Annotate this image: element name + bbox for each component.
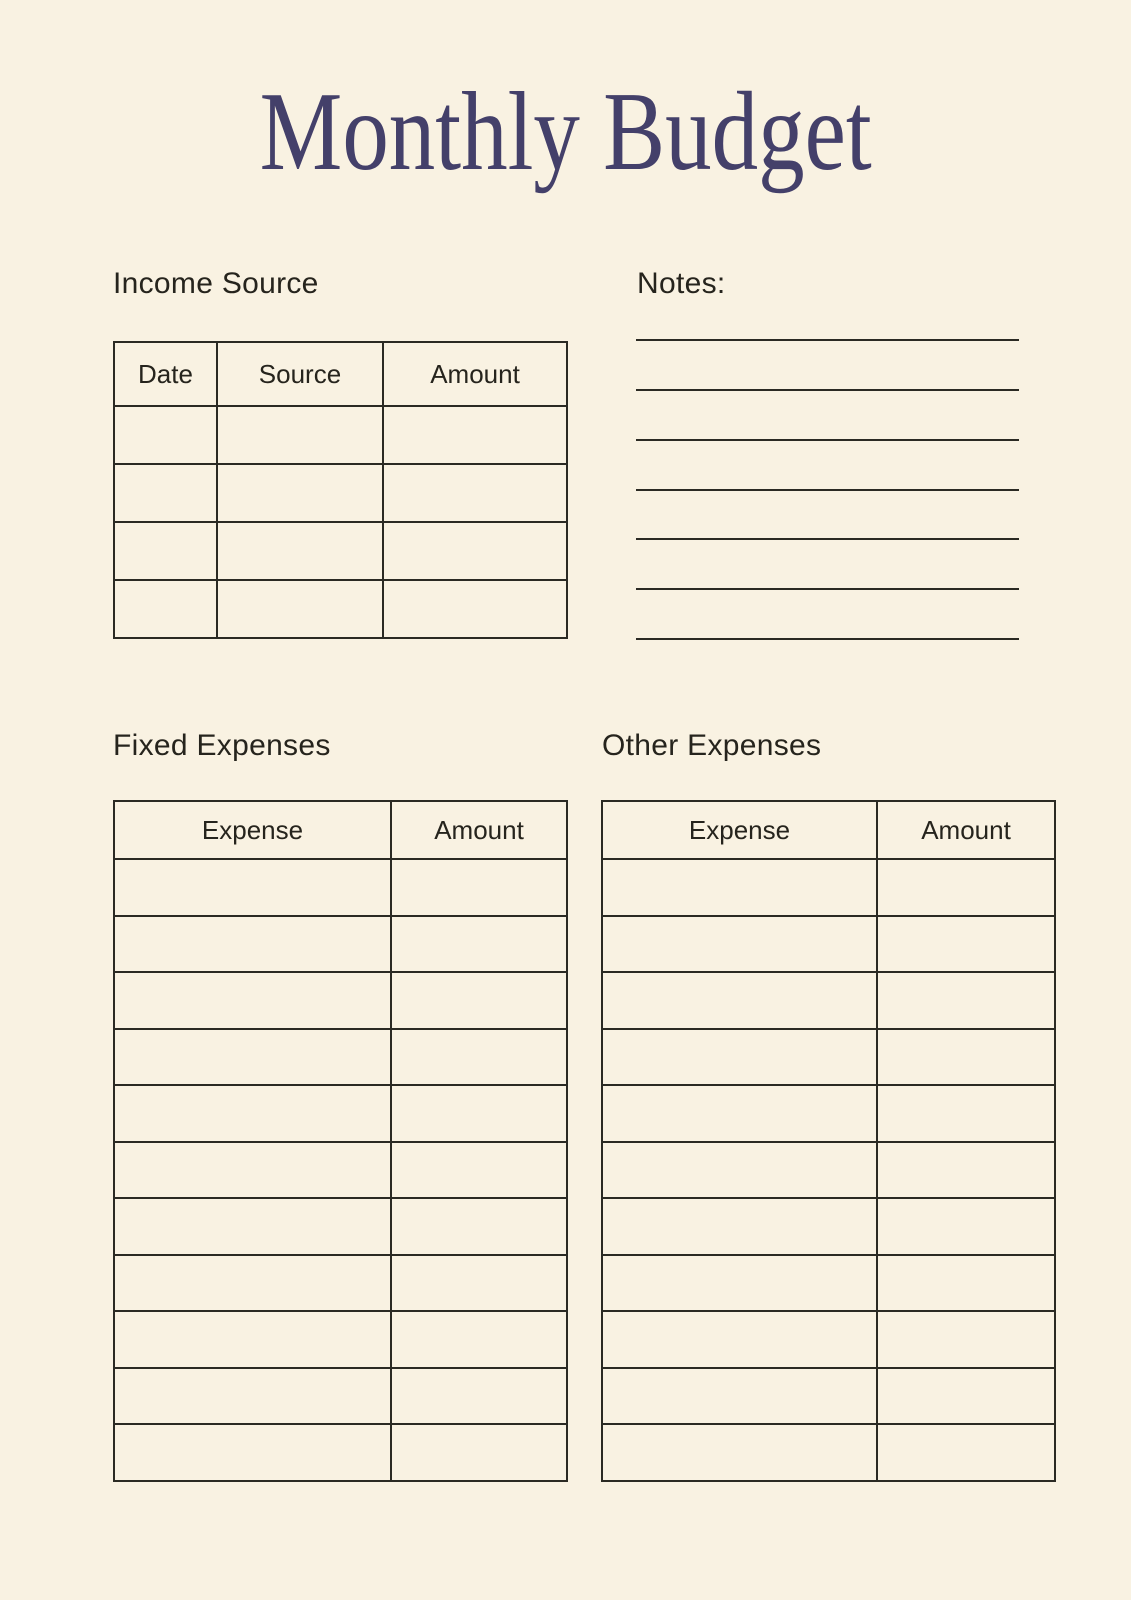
other-col-header-expense: Expense — [602, 801, 877, 859]
fixed-cell-amount — [391, 1142, 567, 1199]
fixed-col-header-amount: Amount — [391, 801, 567, 859]
other-expenses-table-row — [602, 1085, 1055, 1142]
note-line — [636, 638, 1019, 688]
fixed-cell-expense — [114, 1085, 391, 1142]
income-cell-source — [217, 522, 383, 580]
fixed-cell-expense — [114, 859, 391, 916]
note-line — [636, 489, 1019, 539]
fixed-cell-expense — [114, 1424, 391, 1481]
income-cell-source — [217, 580, 383, 638]
income-cell-amount — [383, 406, 567, 464]
income-cell-amount — [383, 580, 567, 638]
other-cell-expense — [602, 859, 877, 916]
fixed-cell-amount — [391, 859, 567, 916]
income-table-row — [114, 522, 567, 580]
other-cell-amount — [877, 916, 1055, 973]
income-cell-date — [114, 464, 217, 522]
note-line — [636, 538, 1019, 588]
other-cell-amount — [877, 1255, 1055, 1312]
fixed-expenses-table-row — [114, 1424, 567, 1481]
other-cell-amount — [877, 1085, 1055, 1142]
income-source-table — [113, 341, 568, 639]
note-line — [636, 588, 1019, 638]
other-cell-expense — [602, 1198, 877, 1255]
notes-lines — [636, 339, 1019, 688]
other-cell-expense — [602, 916, 877, 973]
other-cell-amount — [877, 1424, 1055, 1481]
fixed-expenses-table-row — [114, 859, 567, 916]
other-cell-expense — [602, 1311, 877, 1368]
other-expenses-heading: Other Expenses — [602, 729, 822, 762]
other-expenses-table — [601, 800, 1056, 1482]
fixed-cell-amount — [391, 1368, 567, 1425]
fixed-cell-expense — [114, 1255, 391, 1312]
fixed-expenses-table-row — [114, 1085, 567, 1142]
other-cell-expense — [602, 1255, 877, 1312]
fixed-expenses-table-row — [114, 1198, 567, 1255]
other-cell-amount — [877, 1029, 1055, 1086]
fixed-cell-expense — [114, 1029, 391, 1086]
income-source-heading: Income Source — [113, 267, 319, 300]
other-expenses-table-row — [602, 859, 1055, 916]
other-expenses-table-row — [602, 916, 1055, 973]
fixed-expenses-table — [113, 800, 568, 1482]
other-expenses-table-row — [602, 1424, 1055, 1481]
fixed-cell-amount — [391, 1085, 567, 1142]
income-col-header-amount: Amount — [383, 342, 567, 406]
income-col-header-date: Date — [114, 342, 217, 406]
income-table-row — [114, 580, 567, 638]
other-col-header-amount: Amount — [877, 801, 1055, 859]
other-cell-expense — [602, 1029, 877, 1086]
title-area — [0, 70, 1131, 194]
other-cell-amount — [877, 972, 1055, 1029]
other-cell-amount — [877, 1142, 1055, 1199]
other-cell-expense — [602, 972, 877, 1029]
other-expenses-table-row — [602, 1255, 1055, 1312]
fixed-expenses-table-row — [114, 1311, 567, 1368]
income-cell-amount — [383, 522, 567, 580]
fixed-expenses-table-row — [114, 916, 567, 973]
fixed-expenses-table-row — [114, 1142, 567, 1199]
note-line — [636, 389, 1019, 439]
notes-heading: Notes: — [637, 267, 726, 300]
fixed-cell-amount — [391, 1198, 567, 1255]
income-table-row — [114, 406, 567, 464]
fixed-cell-amount — [391, 1311, 567, 1368]
other-expenses-table-row — [602, 1029, 1055, 1086]
income-cell-source — [217, 464, 383, 522]
other-cell-expense — [602, 1424, 877, 1481]
fixed-cell-amount — [391, 1424, 567, 1481]
fixed-expenses-table-row — [114, 972, 567, 1029]
fixed-cell-expense — [114, 1142, 391, 1199]
page-title: Monthly Budget — [259, 70, 872, 194]
fixed-expenses-heading: Fixed Expenses — [113, 729, 331, 762]
other-cell-amount — [877, 1198, 1055, 1255]
income-cell-date — [114, 522, 217, 580]
fixed-cell-amount — [391, 916, 567, 973]
fixed-cell-expense — [114, 916, 391, 973]
income-cell-amount — [383, 464, 567, 522]
fixed-expenses-table-row — [114, 1255, 567, 1312]
fixed-cell-amount — [391, 1255, 567, 1312]
other-expenses-table-row — [602, 1311, 1055, 1368]
fixed-cell-amount — [391, 1029, 567, 1086]
other-cell-expense — [602, 1368, 877, 1425]
fixed-expenses-header-row — [114, 801, 567, 859]
fixed-col-header-expense: Expense — [114, 801, 391, 859]
fixed-cell-expense — [114, 972, 391, 1029]
other-expenses-table-row — [602, 1368, 1055, 1425]
other-cell-amount — [877, 1368, 1055, 1425]
other-cell-amount — [877, 1311, 1055, 1368]
fixed-cell-expense — [114, 1198, 391, 1255]
income-cell-date — [114, 406, 217, 464]
other-expenses-header-row — [602, 801, 1055, 859]
income-table-row — [114, 464, 567, 522]
income-cell-source — [217, 406, 383, 464]
income-cell-date — [114, 580, 217, 638]
fixed-cell-expense — [114, 1368, 391, 1425]
note-line — [636, 439, 1019, 489]
note-line — [636, 339, 1019, 389]
fixed-cell-expense — [114, 1311, 391, 1368]
other-expenses-table-row — [602, 1142, 1055, 1199]
income-col-header-source: Source — [217, 342, 383, 406]
fixed-expenses-table-row — [114, 1368, 567, 1425]
income-header-row — [114, 342, 567, 406]
fixed-expenses-table-row — [114, 1029, 567, 1086]
other-expenses-table-row — [602, 1198, 1055, 1255]
other-cell-expense — [602, 1085, 877, 1142]
fixed-cell-amount — [391, 972, 567, 1029]
other-cell-expense — [602, 1142, 877, 1199]
other-expenses-table-row — [602, 972, 1055, 1029]
other-cell-amount — [877, 859, 1055, 916]
